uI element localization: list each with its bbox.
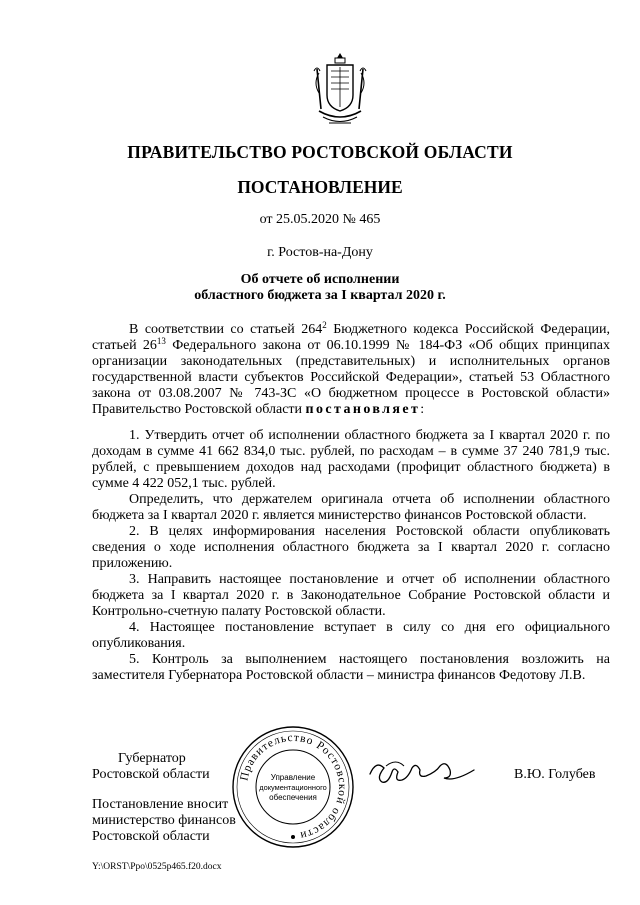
item-2: 2. В целях информирования населения Ростовской области опубликовать сведения о ходе исполнения областного бюджета за I квартал 2020 г. согласно приложению. [92,524,610,571]
seal-line-3: обеспечения [269,793,317,802]
decree-word: постановляет [305,402,421,417]
item-1: 1. Утвердить отчет об исполнении областного бюджета за I квартал 2020 г. по доходам в сумме 41 662 834,0 тыс. рублей, по расходам – в сумме 37 240 781,9 тыс. рублей, с превышением доходов над расходами (профицит областного бюджета) в сумме 4 422 052,1 тыс. рублей. [92,428,610,491]
signatory-title-line-1: Губернатор [118,751,186,766]
handwritten-signature-icon [366,752,496,792]
submitted-by [92,797,236,845]
seal-ring-text: Правительство Ростовской области [238,731,349,842]
signatory-name: В.Ю. Голубев [514,767,596,782]
place-of-issue: г. Ростов-на-Дону [267,245,373,260]
submitted-by-line-2: министерство финансов [92,813,236,828]
signatory-title-line-2: Ростовской области [92,767,210,782]
item-5: 5. Контроль за выполнением настоящего постановления возложить на заместителя Губернатора Ростовской области – министра финансов Федотову Л.В. [92,652,610,683]
item-1-note: Определить, что держателем оригинала отчета об исполнении областного бюджета за I квартал 2020 г. является министерство финансов Ростовской области. [92,492,610,523]
document-subject [0,272,640,304]
submitted-by-line-1: Постановление вносит [92,797,229,812]
document-body [92,322,610,684]
article-superscript-2: 13 [156,336,166,346]
rostov-coat-of-arms-icon [309,51,371,129]
item-4: 4. Настоящее постановление вступает в силу со дня его официального опубликования. [92,620,610,651]
item-3: 3. Направить настоящее постановление и отчет об исполнении областного бюджета за I квартал 2020 г. в Законодательное Собрание Ростовской области и Контрольно-счетную палату Ростовской области. [92,572,610,619]
preamble-part-3: Федерального закона от 06.10.1999 № 184-ФЗ «Об общих принципах организации законодательных (представительных) и исполнительных органов государственной власти субъектов Российской Федерации», статьей 53 Областного закона от 03.08.2007 № 743-ЗС «О бюджетном процессе в Ростовской области» Правительство Ростовской области [92,338,610,417]
preamble-part-1: В соответствии со статьей 264 [129,322,323,337]
seal-line-2: документационного [259,783,327,792]
article-superscript-1: 2 [322,320,327,330]
document-type: ПОСТАНОВЛЕНИЕ [237,177,403,197]
file-path-footer: Y:\ORST\Ppo\0525p465.f20.docx [92,862,222,872]
decree-colon: : [420,402,425,417]
official-seal-stamp [230,724,356,850]
preamble-part-2: Бюджетного кодекса Российской Федерации, статьей 26 [92,322,610,353]
date-and-number: от 25.05.2020 № 465 [259,212,381,227]
subject-line-2: областного бюджета за I квартал 2020 г. [194,288,446,303]
signatory-title [92,751,210,783]
seal-line-1: Управление [270,773,316,782]
organization-title: ПРАВИТЕЛЬСТВО РОСТОВСКОЙ ОБЛАСТИ [127,142,513,162]
preamble-paragraph [92,322,610,418]
subject-line-1: Об отчете об исполнении [240,272,400,287]
submitted-by-line-3: Ростовской области [92,829,210,844]
